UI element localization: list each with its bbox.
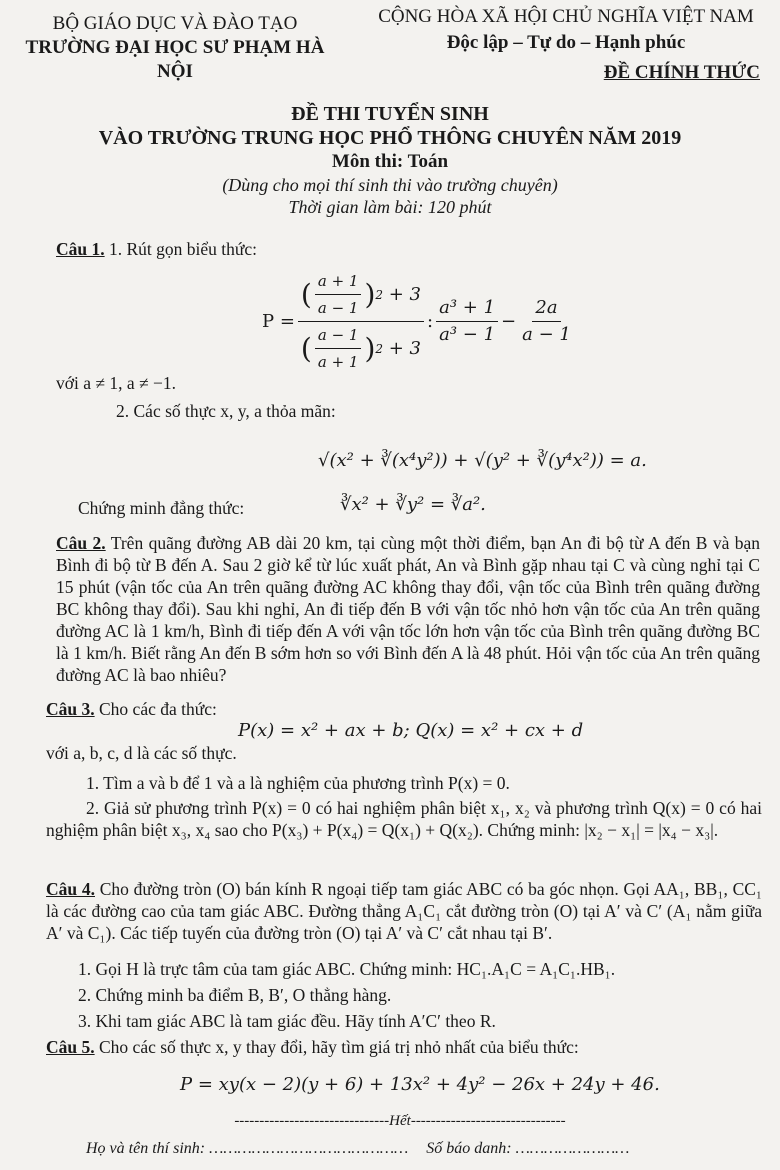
exam-audience: (Dùng cho mọi thí sinh thi vào trường chuyên) — [222, 175, 558, 195]
exam-title: ĐỀ THI TUYỂN SINH — [291, 103, 489, 125]
q5-expression: P = xy(x − 2)(y + 6) + 13x² + 4y² − 26x + 24y + 46. — [180, 1074, 660, 1095]
q3-part-1: 1. Tìm a và b để 1 và a là nghiệm của phương trình P(x) = 0. — [86, 773, 510, 793]
question-2-label: Câu 2. — [56, 533, 106, 553]
candidate-id-field: Số báo danh: …………………… — [426, 1140, 630, 1157]
official-label: ĐỀ CHÍNH THỨC — [603, 62, 760, 83]
q4-part-1: 1. Gọi H là trực tâm của tam giác ABC. Chứng minh: HC₁.A₁C = A₁C₁.HB₁. — [78, 959, 616, 979]
question-2-text: Trên quãng đường AB dài 20 km, tại cùng một thời điểm, bạn An đi bộ từ A đến B và bạn Bình đi bộ từ B đến A. Sau 2 giờ kể từ lúc xuất phát, An và Bình gặp nhau tại C và cùng nghỉ tại C 15 phút (vận tốc của An trên quãng đường AC không thay đổi, vận tốc của Bình trên quãng đường BC không thay đổi). Sau khi nghỉ, An đi tiếp đến B với vận tốc nhỏ hơn vận tốc của An trên quãng đường AC là 1 km/h, Bình đi tiếp đến A với vận tốc lớn hơn vận tốc của Bình trên quãng đường BC là 1 km/h. Biết rằng An đến B sớm hơn so với Bình đến A là 48 phút. Hỏi vận tốc của An trên quãng đường AC là bao nhiêu? — [56, 533, 761, 685]
question-1 — [56, 238, 756, 260]
question-2 — [56, 532, 760, 686]
question-4-text: Cho đường tròn (O) bán kính R ngoại tiếp tam giác ABC có ba góc nhọn. Gọi AA₁, BB₁, CC₁ là các đường cao của tam giác ABC. Đường thẳng A₁C₁ cắt đường tròn (O) tại A′ và C′ (A₁ nằm giữa A′ và C₁). Các tiếp tuyến của đường tròn (O) tại A′ và C′ cắt nhau tại B′. — [46, 879, 763, 943]
exam-subtitle: VÀO TRƯỜNG TRUNG HỌC PHỔ THÔNG CHUYÊN NĂM 2019 — [98, 127, 682, 149]
q1-expression-P: P = ( $\frac{a + 1}{a - 1}$ ) 2 + 3 ( $\frac{a - 1}{a + 1}$ ) 2 + 3 : $\frac{\text{a³ + 1}}{\text{a³ − 1}}$ − $\frac{2a}{a - 1}$ — [262, 272, 571, 371]
exam-title-block — [0, 102, 780, 218]
q1-prove-label: Chứng minh đẳng thức: — [78, 498, 245, 518]
q1-prove-equation: ∛x² + ∛y² = ∛a². — [340, 494, 486, 515]
q1-equation-2: √(x² + ∛(x⁴y²)) + √(y² + ∛(y⁴x²)) = a. — [318, 450, 647, 471]
question-5-text: Cho các số thực x, y thay đổi, hãy tìm giá trị nhỏ nhất của biểu thức: — [99, 1037, 579, 1057]
question-5-label: Câu 5. — [46, 1037, 95, 1057]
end-marker: -------------------------------Hết------------------------------- — [234, 1113, 566, 1129]
candidate-name-field: Họ và tên thí sinh: …………………………………… — [86, 1140, 409, 1157]
republic-name: CỘNG HÒA XÃ HỘI CHỦ NGHĨA VIỆT NAM — [378, 6, 754, 27]
exam-subject: Môn thi: Toán — [331, 151, 449, 172]
motto: Độc lập – Tự do – Hạnh phúc — [446, 32, 686, 53]
exam-duration: Thời gian làm bài: 120 phút — [288, 197, 492, 217]
question-4-label: Câu 4. — [46, 879, 95, 899]
question-3-intro — [46, 698, 217, 720]
ministry-name: BỘ GIÁO DỤC VÀ ĐÀO TẠO — [52, 13, 298, 34]
national-header — [372, 4, 760, 56]
university-name: TRƯỜNG ĐẠI HỌC SƯ PHẠM HÀ NỘI — [25, 37, 325, 82]
q1-condition: với a ≠ 1, a ≠ −1. — [56, 373, 176, 393]
q3-part-2: 2. Giả sử phương trình P(x) = 0 có hai nghiệm phân biệt x₁, x₂ và phương trình Q(x) = 0 có hai nghiệm phân biệt x₃, x₄ sao cho P(x₃) + P(x₄) = Q(x₁) + Q(x₂). Chứng minh: |x₂ − x₁| = |x₄ − x₃|. — [46, 798, 762, 840]
question-1-label: Câu 1. — [56, 239, 105, 259]
question-5 — [46, 1036, 762, 1058]
question-4 — [46, 878, 762, 944]
question-3-intro-text: Cho các đa thức: — [99, 699, 217, 719]
question-1-part-2: 2. Các số thực x, y, a thỏa mãn: — [116, 401, 336, 421]
question-1-part-1: 1. Rút gọn biểu thức: — [109, 239, 258, 259]
ministry-header — [10, 12, 340, 84]
q4-part-3: 3. Khi tam giác ABC là tam giác đều. Hãy tính A′C′ theo R. — [78, 1011, 496, 1031]
candidate-fields — [86, 1140, 629, 1158]
question-3-label: Câu 3. — [46, 699, 95, 719]
q4-part-2: 2. Chứng minh ba điểm B, B′, O thẳng hàng. — [78, 985, 392, 1005]
q3-polynomials: P(x) = x² + ax + b; Q(x) = x² + cx + d — [238, 720, 584, 741]
q3-with: với a, b, c, d là các số thực. — [46, 743, 237, 763]
